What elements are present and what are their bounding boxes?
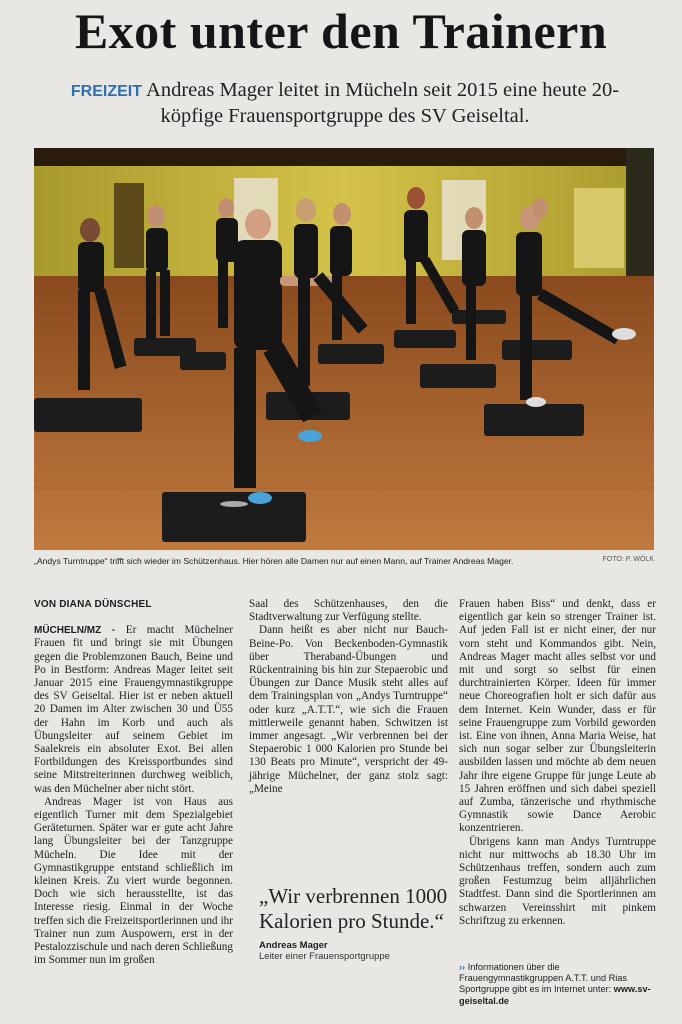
section-kicker: FREIZEIT — [70, 83, 143, 100]
paragraph-text: - Er macht Müchelner Frauen fit und bringt sie mit Übungen gegen die Problemzonen Bauch, Beine und Po in Bestform: Andreas Mager leitet seit Januar 2015 eine Frauengymnastikgruppe des SV Geiseltal. Hier ist er neben aktuell 20 Damen im Alter zwischen 30 und Ü55 der Hahn im Korb und auch als Übungsleiter auf seinem Gebiet im Saalekreis ein absoluter Exot. Bei allen Fortbildungen des Kreissportbundes sind seine Mitstreiterinnen durchweg weiblich, was den Müchelner aber nicht stört. — [34, 624, 233, 795]
info-arrow-icon: ›› — [459, 962, 466, 972]
paragraph — [34, 624, 233, 796]
paragraph: Übrigens kann man Andys Turntruppe nicht nur mittwochs ab 18.30 Uhr im Schützenhaus treffen, sondern auch zum großen Festumzug beim alljährlichen Stadtfest. Dann sind die Sportlerinnen am schwarzen Vereinsshirt mit pinkem Schriftzug zu erkennen. — [459, 835, 656, 927]
paragraph: Frauen haben Biss“ und denkt, dass er eigentlich gar kein so strenger Trainer ist. Auf jeden Fall ist er nicht einer, der nur vorn steht und Kommandos gibt. Nein, Andreas Mager macht alles selbst vor und mit und sorgt so selbst für einen durchtrainierten Körper. Ideen für immer neue Choreografien holt er sich dafür aus dem Internet. Kein Wunder, dass er für seine Frauengruppe zum Vorbild geworden ist. Eine von ihnen, Anna Maria Weise, hat sich nun sogar selber zur Übungsleiterin ausbilden lassen und möchte ab dem neuen Jahr ihre eigene Gruppe für junge Leute ab 15 Jahren eröffnen und sich dabei speziell auf Zumba, tänzerische und rhythmische Gymnastik sowie Dance Aerobic konzentrieren. — [459, 598, 656, 835]
paragraph: Dann heißt es aber nicht nur Bauch-Beine-Po. Von Beckenboden-Gymnastik über Theraband-Übungen und Rückentraining bis hin zur Stepaerobic und Übungen zur Dance Musik steht alles auf dem Trainingsplan von „Andys Turntruppe“ oder kurz „A.T.T.“, wie sich die Frauen mittlerweile genannt haben. Schwitzen ist immer angesagt. „Wir verbrennen bei der Stepaerobic 1 000 Kalorien pro Stunde bei 130 Beats pro Minute“, verspricht der 49-jährige Müchelner, der ganz stolz sagt: „Meine — [249, 624, 448, 795]
subheadline — [40, 78, 650, 129]
pull-quote-author: Andreas Mager — [259, 940, 328, 951]
article-column-1 — [34, 598, 233, 967]
info-box — [459, 962, 659, 1007]
paragraph: Saal des Schützenhauses, den die Stadtverwaltung zur Verfügung stellte. — [249, 598, 448, 624]
dateline: MÜCHELN/MZ — [34, 625, 102, 637]
article-photo — [34, 148, 654, 550]
photo-credit: FOTO: P. WÖLK — [602, 556, 654, 563]
info-text: Informationen über die Frauengymnastikgruppen A.T.T. und Rias Sportgruppe gibt es im Internet unter: — [459, 962, 628, 995]
photo-caption: „Andys Turntruppe“ trifft sich wieder im Schützenhaus. Hier hören alle Damen nur auf einen Mann, auf Trainer Andreas Mager. — [34, 556, 514, 566]
pull-quote — [259, 884, 449, 962]
article-column-2 — [249, 598, 448, 796]
subheadline-text: Andreas Mager leitet in Mücheln seit 2015 eine heute 20-köpfige Frauensportgruppe des SV Geiseltal. — [146, 79, 620, 127]
gym-scene-illustration — [34, 148, 654, 550]
author-byline: VON DIANA DÜNSCHEL — [34, 599, 152, 610]
pull-quote-role: Leiter einer Frauensportgruppe — [259, 951, 390, 962]
pull-quote-text: „Wir verbrennen 1000 Kalorien pro Stunde.“ — [259, 884, 448, 933]
website-link[interactable]: www.sv-geiseltal.de — [459, 984, 651, 1006]
article-column-3 — [459, 598, 656, 928]
headline: Exot unter den Trainern — [74, 3, 608, 59]
paragraph: Andreas Mager ist von Haus aus eigentlich Turner mit dem Spezialgebiet Geräteturnen. Später war er gute acht Jahre lang Übungsleiter bei der Tanzgruppe Mücheln. Die Idee mit der Gymnastikgruppe entstand schließlich im kleinen Kreis. Zu viert wurde begonnen. Doch wie sich herausstellte, ist das Interesse riesig. Einmal in der Woche treffen sich die Freizeitsportlerinnen und ihr Trainer nun zum Auspowern, erst in der Pestalozzischule und nach deren Schließung im Sommer nun im großen — [34, 795, 233, 967]
